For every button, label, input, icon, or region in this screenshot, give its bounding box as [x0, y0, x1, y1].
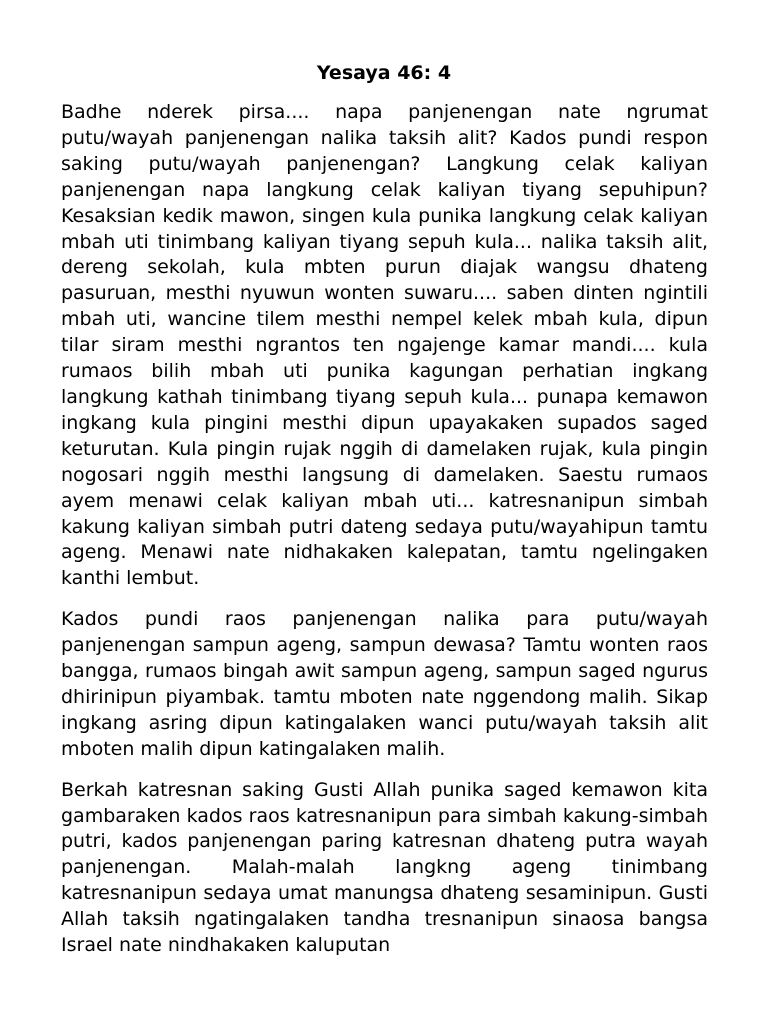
body-paragraph: Kados pundi raos panjenengan nalika para putu/wayah panjenengan sampun ageng, sampun dewasa? Tamtu wonten raos bangga, rumaos bingah awit sampun ageng, sampun saged ngurus dhirinipun piyambak. tamtu mboten nate nggendong malih. Sikap ingkang asring dipun katingalaken wanci putu/wayah taksih alit mboten malih dipun katingalaken malih. [61, 608, 708, 760]
document-body [61, 100, 708, 974]
body-paragraph: Badhe nderek pirsa.... napa panjenengan nate ngrumat putu/wayah panjenengan nalika taksih alit? Kados pundi respon saking putu/wayah panjenengan? Langkung celak kaliyan panjenengan napa langkung celak kaliyan tiyang sepuhipun? Kesaksian kedik mawon, singen kula punika langkung celak kaliyan mbah uti tinimbang kaliyan tiyang sepuh kula... nalika taksih alit, dereng sekolah, kula mbten purun diajak wangsu dhateng pasuruan, mesthi nyuwun wonten suwaru.... saben dinten ngintili mbah uti, wancine tilem mesthi nempel kelek mbah kula, dipun tilar siram mesthi ngrantos ten ngajenge kamar mandi.... kula rumaos bilih mbah uti punika kagungan perhatian ingkang langkung kathah tinimbang tiyang sepuh kula... punapa kemawon ingkang kula pingini mesthi dipun upayakaken supados saged keturutan. Kula pingin rujak nggih di damelaken rujak, kula pingin nogosari nggih mesthi langsung di damelaken. Saestu rumaos ayem menawi celak kaliyan mbah uti... katresnanipun simbah kakung kaliyan simbah putri dateng sedaya putu/wayahipun tamtu ageng. Menawi nate nidhakaken kalepatan, tamtu ngelingaken kanthi lembut. [61, 101, 708, 590]
body-paragraph: Berkah katresnan saking Gusti Allah punika saged kemawon kita gambaraken kados raos katresnanipun para simbah kakung-simbah putri, kados panjenengan paring katresnan dhateng putra wayah panjenengan. Malah-malah langkng ageng tinimbang katresnanipun sedaya umat manungsa dhateng sesaminipun. Gusti Allah taksih ngatingalaken tandha tresnanipun sinaosa bangsa Israel nate nindhakaken kaluputan [61, 778, 708, 957]
document-title: Yesaya 46: 4 [316, 62, 452, 84]
